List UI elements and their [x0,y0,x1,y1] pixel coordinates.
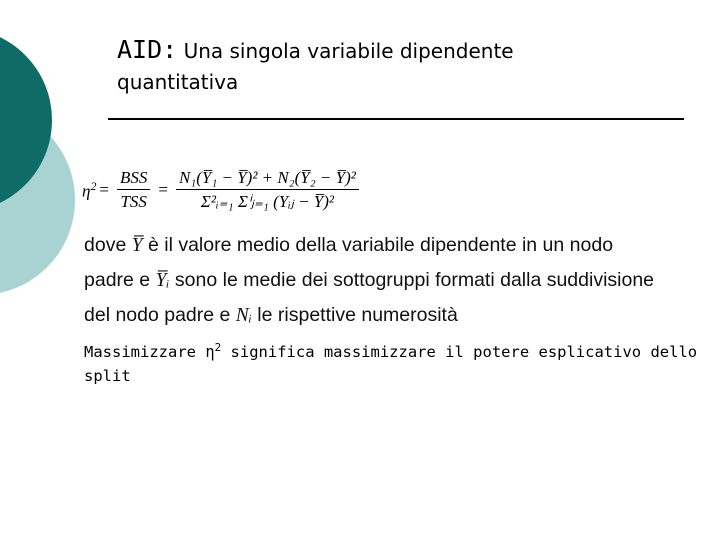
title-text: Una singola variabile dipendente [177,39,514,63]
var-n-i: Nᵢ [235,305,252,326]
desc-text-5: del nodo padre e [84,304,236,326]
tss-label: TSS [120,192,147,211]
expanded-fraction [176,168,359,212]
note-eta: $\eta^2$ [205,341,222,362]
desc-text-6: le rispettive numerosità [251,304,458,326]
eta-squared-formula [82,155,422,225]
note-text-1: Massimizzare [84,343,206,362]
denominator-expression: Σ²ᵢ₌₁ Σⁱⱼ₌₁ (Yᵢⱼ − Y̅)² [200,192,335,211]
title-line2: quantitativa [117,70,239,95]
eta-symbol: $\eta^2$ [82,178,97,201]
title-divider [108,118,684,120]
desc-text-3: padre e [84,269,156,291]
bss-tss-fraction [117,168,150,212]
formula-description [84,228,714,333]
desc-text-4: sono le medie dei sottogruppi formati dalla suddivisione [169,269,655,291]
slide-title [117,32,697,97]
note-text-2: significa massimizzare il potere esplicativo dello split [84,343,698,386]
title-prefix: AID: [117,35,178,64]
numerator-expression: N₁(Y̅₁ − Y̅)² + N₂(Y̅₂ − Y̅)² [176,168,359,190]
var-y-bar-i: Y̅ᵢ [155,270,170,291]
var-y-bar: Y̅ [131,235,143,256]
desc-text-1: dove [84,234,132,256]
maximization-note [84,336,704,388]
bss-label: BSS [117,168,150,190]
equals-1: = [99,180,109,199]
desc-text-2: è il valore medio della variabile dipendente in un nodo [142,234,614,256]
equals-2: = [158,180,168,199]
